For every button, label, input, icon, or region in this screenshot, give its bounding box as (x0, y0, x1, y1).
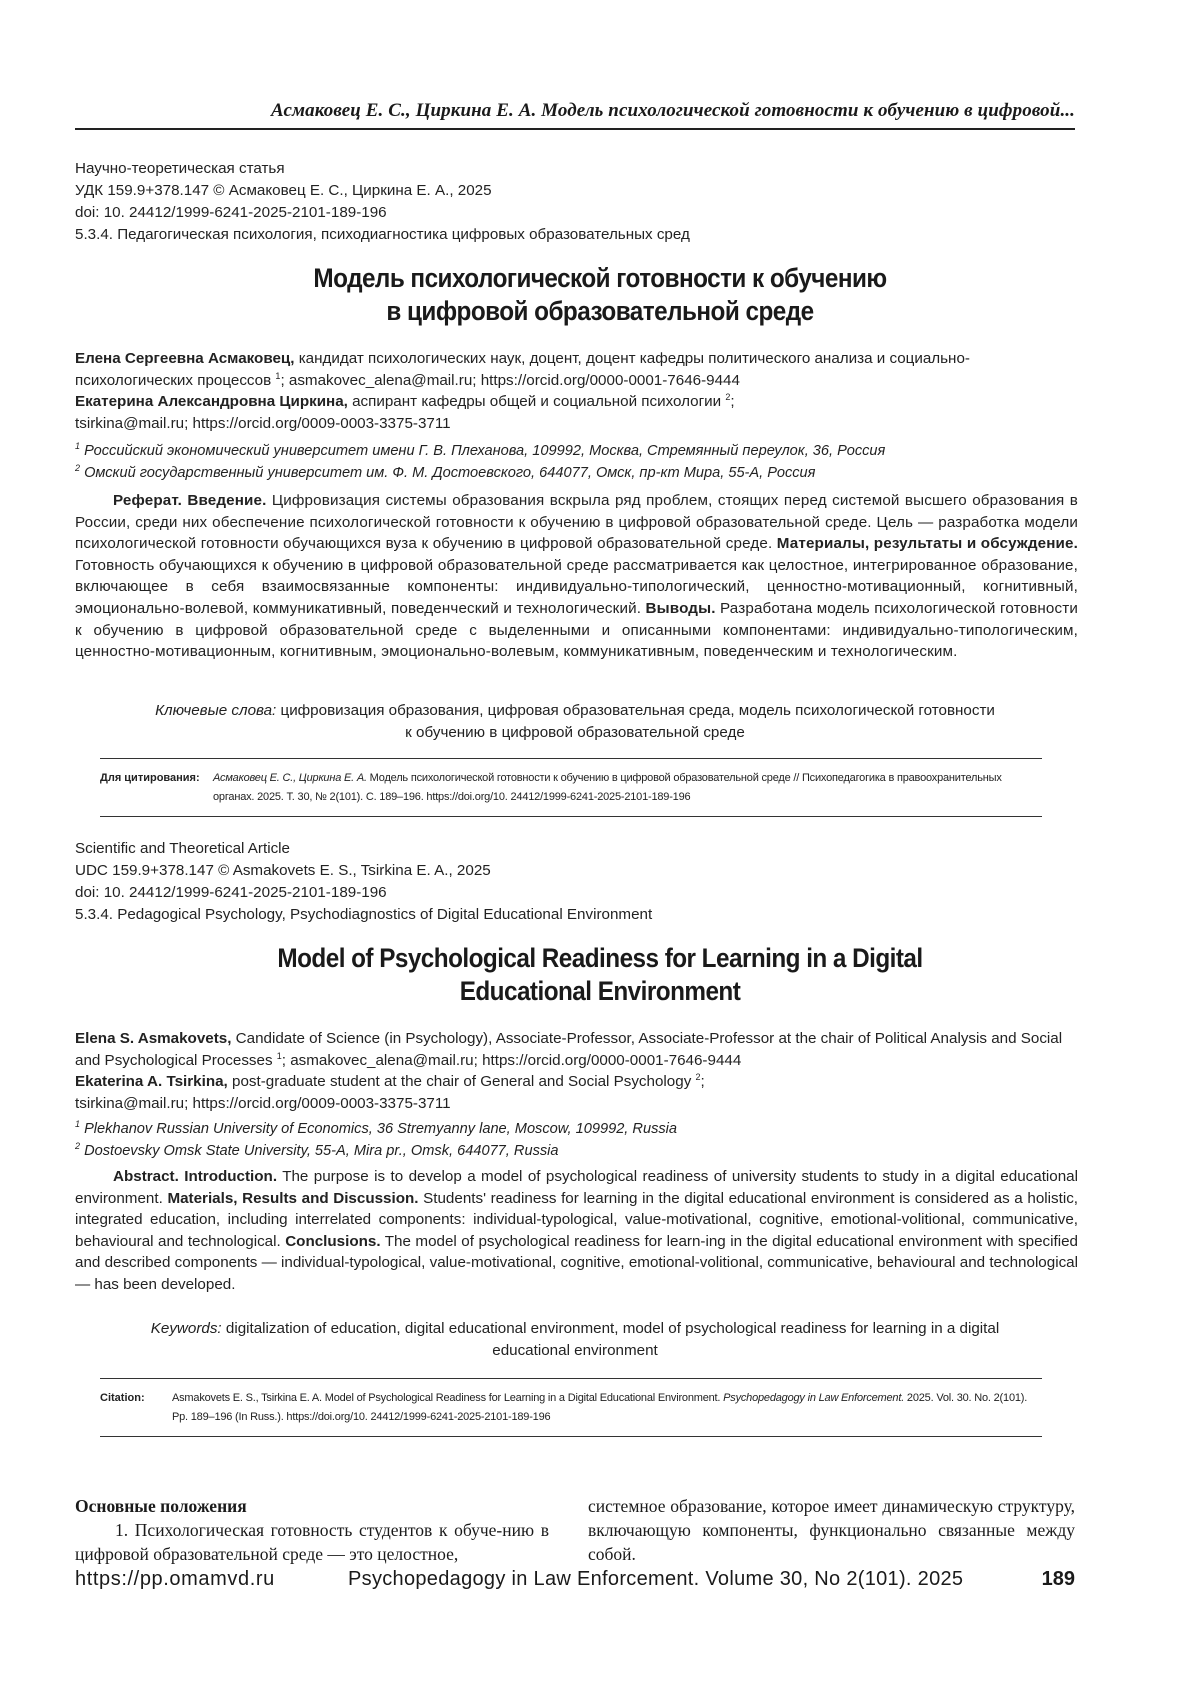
author-entry (75, 348, 1070, 391)
doi-line: doi: 10. 24412/1999-6241-2025-2101-189-196 (75, 884, 387, 901)
author-name: Екатерина Александровна Циркина, (75, 393, 348, 410)
article-type: Научно-теоретическая статья (75, 160, 285, 177)
affiliation-mark: 1 (75, 441, 81, 452)
citation-body-end: 2025. Vol. 30. No. 2(101). Pp. 189–196 (In Russ.). https://doi.org/10. 24412/1999-6241-2025-2101-189-196 (172, 1392, 1028, 1423)
authors-en (75, 1028, 1070, 1114)
abstract-materials: Готовность обучающихся к обучению в цифровой образовательной среде рассматривается как целостное, интегрированное образование, включающее в себя взаимосвязанные компоненты: индивидуально-типологический, ценностно-мотивационный, когнитивный, эмоционально-волевой, коммуникативный, поведенческий и технологический. (75, 556, 1078, 617)
affiliation (75, 462, 1090, 484)
keywords-text: digitalization of education, digital educational environment, model of psychological readiness for learning in a digital (221, 1320, 1000, 1337)
body-column-left (75, 1494, 549, 1566)
author-contacts: ; asmakovec_alena@mail.ru; https://orcid.org/0000-0001-7646-9444 (280, 371, 740, 389)
journal-name: Psychopedagogy in Law Enforcement. Volume 30, No 2(101). 2025 (348, 1568, 964, 1590)
affiliations-en (75, 1118, 1090, 1162)
author-name: Elena S. Asmakovets, (75, 1030, 232, 1047)
affiliation-mark: 1 (276, 1050, 282, 1061)
author-contacts: tsirkina@mail.ru; https://orcid.org/0009-0003-3375-3711 (75, 414, 451, 432)
affiliation-mark: 2 (725, 391, 731, 402)
affiliation-mark: 1 (75, 1119, 81, 1130)
journal-url[interactable]: https://pp.omamvd.ru (75, 1568, 275, 1590)
author-info-end: ; (730, 393, 735, 410)
citation-text (213, 769, 1042, 807)
affiliation-text: Российский экономический университет имени Г. В. Плеханова, 109992, Москва, Стремянный переулок, 36, Россия (80, 443, 886, 459)
author-info: кандидат психологических наук, доцент, доцент кафедры политического анализа и социально-психологических процессов (75, 350, 970, 389)
abstract-intro: Цифровизация системы образования вскрыла ряд проблем, стоящих перед системой высшего образования в России, среди них обеспечение психологической готовности к обучению в цифровой образовательной среде. Цель — разработка модели психологической готовности обучающихся вуза к обучению в цифровой образовательной среде. (75, 492, 1078, 553)
author-info: аспирант кафедры общей и социальной психологии (347, 393, 726, 410)
page-footer (75, 1568, 1075, 1598)
abstract-conclusions-label: Выводы. (645, 599, 716, 617)
body-column-right (588, 1494, 1075, 1566)
article-meta-ru (75, 158, 690, 246)
authors-ru (75, 348, 1070, 434)
keywords-line (100, 700, 1050, 722)
keywords-en (100, 1318, 1050, 1362)
abstract-materials-label: Материалы, результаты и обсуждение. (776, 535, 1078, 553)
keywords-line (100, 1318, 1050, 1340)
keywords-text: цифровизация образования, цифровая образовательная среда, модель психологической готовности (276, 702, 995, 719)
title-line: Model of Psychological Readiness for Learning in a Digital (277, 943, 923, 973)
affiliation (75, 1140, 1090, 1162)
keywords-line: educational environment (492, 1342, 658, 1359)
udc-line: УДК 159.9+378.147 © Асмаковец Е. С., Циркина Е. А., 2025 (75, 182, 492, 199)
affiliation-mark: 2 (75, 463, 81, 474)
abstract-conclusions: Разработана модель психологической готовности к обучению в цифровой образовательной среде с выделенными и описанными компонентами: индивидуально-типологическим, ценностно-мотивационным, когнитивным, эмоционально-волевым, коммуникативным, поведенческим и технологическим. (75, 599, 1078, 661)
author-name: Ekaterina A. Tsirkina, (75, 1073, 228, 1090)
article-meta-en (75, 838, 652, 926)
body-paragraph: системное образование, которое имеет динамическую структуру, включающую компоненты, функционально связанные между собой. (588, 1496, 1075, 1564)
author-contacts: ; asmakovec_alena@mail.ru; https://orcid.org/0000-0001-7646-9444 (281, 1051, 742, 1069)
title-line: Educational Environment (459, 976, 741, 1006)
article-title-ru (128, 262, 1073, 328)
abstract-ru (75, 490, 1078, 663)
page-number: 189 (1041, 1568, 1075, 1590)
article-type: Scientific and Theoretical Article (75, 840, 290, 857)
abstract-materials-label: Materials, Results and Discussion. (167, 1189, 419, 1207)
title-line: Модель психологической готовности к обучению (313, 263, 887, 293)
affiliation-text: Омский государственный университет им. Ф. М. Достоевского, 644077, Омск, пр-кт Мира, 55-А, Россия (80, 465, 816, 481)
affiliation-text: Plekhanov Russian University of Economics, 36 Stremyanny lane, Moscow, 109992, Russia (80, 1121, 678, 1137)
author-info: post-graduate student at the chair of General and Social Psychology (227, 1073, 696, 1090)
author-entry (75, 1028, 1070, 1071)
citation-authors: Асмаковец Е. С., Циркина Е. А. (213, 772, 367, 784)
citation-label: Для цитирования: (100, 772, 200, 784)
citation-box-ru (100, 758, 1042, 817)
doi-line: doi: 10. 24412/1999-6241-2025-2101-189-196 (75, 204, 387, 221)
article-title-en (128, 942, 1073, 1008)
abstract-label: Abstract. Introduction. (113, 1168, 278, 1185)
affiliation-mark: 2 (695, 1071, 701, 1082)
author-entry (75, 1071, 1070, 1093)
citation-body: Модель психологической готовности к обучению в цифровой образовательной среде // Психопедагогика в правоохранительных органах. 2025. Т. 30, № 2(101). С. 189–196. https://doi.org/10. 24412/1999-6241-2025-2101-189-196 (213, 772, 1002, 803)
abstract-label: Реферат. Введение. (113, 492, 267, 509)
keywords-label: Ключевые слова: (155, 702, 277, 719)
title-line: в цифровой образовательной среде (386, 296, 814, 326)
citation-label: Citation: (100, 1392, 145, 1404)
abstract-en (75, 1166, 1078, 1296)
running-header: Асмаковец Е. С., Циркина Е. А. Модель психологической готовности к обучению в цифровой... (75, 100, 1075, 130)
affiliations-ru (75, 440, 1090, 484)
author-entry (75, 391, 1070, 413)
abstract-conclusions: The model of psychological readiness for learn-ing in the digital educational environment with specified and described components — individual-typological, value-motivational, cognitive, emotional-volitional, communicative, behavioural and technological — has been developed. (75, 1232, 1078, 1293)
specialty-line: 5.3.4. Педагогическая психология, психодиагностика цифровых образовательных сред (75, 226, 690, 243)
keywords-label: Keywords: (150, 1320, 222, 1337)
author-info: Candidate of Science (in Psychology), Associate-Professor, Associate-Professor at the chair of Political Analysis and Social and Psychological Processes (75, 1030, 1063, 1069)
abstract-intro: The purpose is to develop a model of psychological readiness of university students to study in a digital educational environment. (75, 1168, 1078, 1207)
affiliation-mark: 1 (275, 370, 281, 381)
section-heading: Основные положения (75, 1496, 247, 1516)
body-paragraph: 1. Психологическая готовность студентов к обуче-нию в цифровой образовательной среде — это целостное, (75, 1520, 549, 1564)
abstract-conclusions-label: Conclusions. (285, 1232, 381, 1250)
affiliation (75, 1118, 1090, 1140)
citation-body: Asmakovets E. S., Tsirkina E. A. Model of Psychological Readiness for Learning in a Digital Educational Environment. (172, 1392, 724, 1404)
keywords-line: к обучению в цифровой образовательной среде (405, 724, 745, 741)
abstract-materials: Students' readiness for learning in the digital educational environment is considered as a holistic, integrated education, including interrelated components: individual-typological, value-motivational, cognitive, emotional-volitional, communicative, behavioural and technological. (75, 1189, 1079, 1250)
affiliation (75, 440, 1090, 462)
citation-journal: Psychopedagogy in Law Enforcement. (723, 1392, 905, 1404)
specialty-line: 5.3.4. Pedagogical Psychology, Psychodiagnostics of Digital Educational Environment (75, 906, 653, 923)
author-info-end: ; (700, 1073, 705, 1090)
udc-line: UDC 159.9+378.147 © Asmakovets E. S., Tsirkina E. A., 2025 (75, 862, 491, 879)
author-contacts: tsirkina@mail.ru; https://orcid.org/0009-0003-3375-3711 (75, 1094, 451, 1112)
citation-box-en (100, 1378, 1042, 1437)
keywords-ru (100, 700, 1050, 744)
affiliation-mark: 2 (75, 1141, 81, 1152)
affiliation-text: Dostoevsky Omsk State University, 55-A, Mira pr., Omsk, 644077, Russia (80, 1143, 559, 1159)
citation-text (172, 1389, 1042, 1427)
author-name: Елена Сергеевна Асмаковец, (75, 350, 295, 367)
